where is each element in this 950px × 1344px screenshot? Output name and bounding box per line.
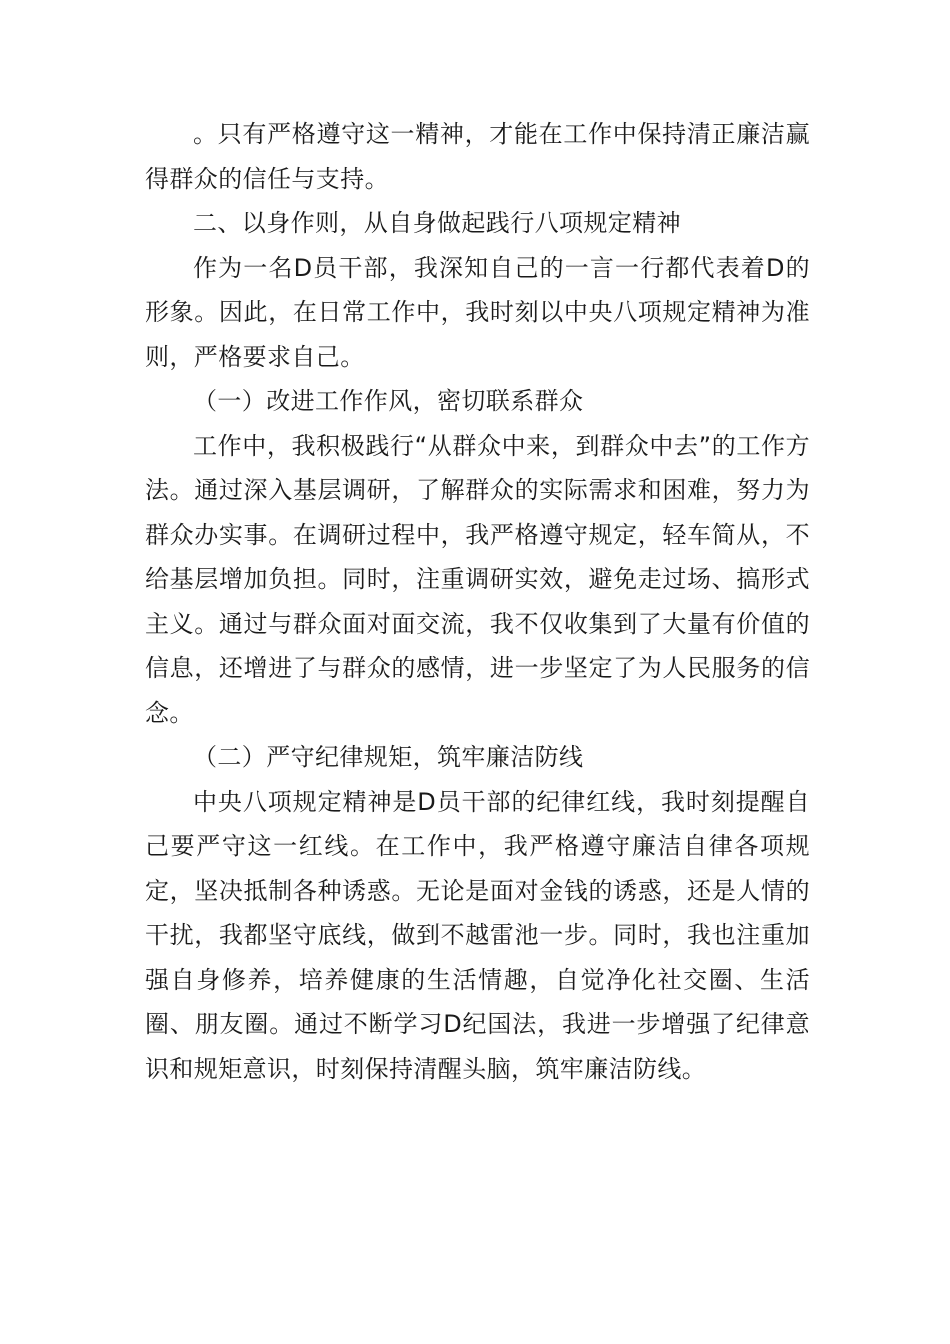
paragraph-subsection-2: 中央八项规定精神是D员干部的纪律红线，我时刻提醒自己要严守这一红线。在工作中，我严格遵守廉洁自律各项规定，坚决抵制各种诱惑。无论是面对金钱的诱惑，还是人情的干扰，我都坚守底线，做到不越雷池一步。同时，我也注重加强自身修养，培养健康的生活情趣，自觉净化社交圈、生活圈、朋友圈。通过不断学习D纪国法，我进一步增强了纪律意识和规矩意识，时刻保持清醒头脑，筑牢廉洁防线。 xyxy=(145,787,810,1083)
document-body xyxy=(145,112,810,1091)
subsection-heading-2: （二）严守纪律规矩，筑牢廉洁防线 xyxy=(193,743,584,771)
paragraph-section-2-intro: 作为一名D员干部，我深知自己的一言一行都代表着D的形象。因此，在日常工作中，我时刻以中央八项规定精神为准则，严格要求自己。 xyxy=(145,253,810,371)
section-heading-2: 二、以身作则，从自身做起践行八项规定精神 xyxy=(193,209,681,237)
paragraph-subsection-1: 工作中，我积极践行“从群众中来，到群众中去”的工作方法。通过深入基层调研，了解群众的实际需求和困难，努力为群众办实事。在调研过程中，我严格遵守规定，轻车简从，不给基层增加负担。同时，注重调研实效，避免走过场、搞形式主义。通过与群众面对面交流，我不仅收集到了大量有价值的信息，还增进了与群众的感情，进一步坚定了为人民服务的信念。 xyxy=(145,431,810,727)
subsection-heading-1: （一）改进工作作风，密切联系群众 xyxy=(193,387,584,415)
paragraph-intro-continuation: 。只有严格遵守这一精神，才能在工作中保持清正廉洁赢得群众的信任与支持。 xyxy=(145,120,810,193)
